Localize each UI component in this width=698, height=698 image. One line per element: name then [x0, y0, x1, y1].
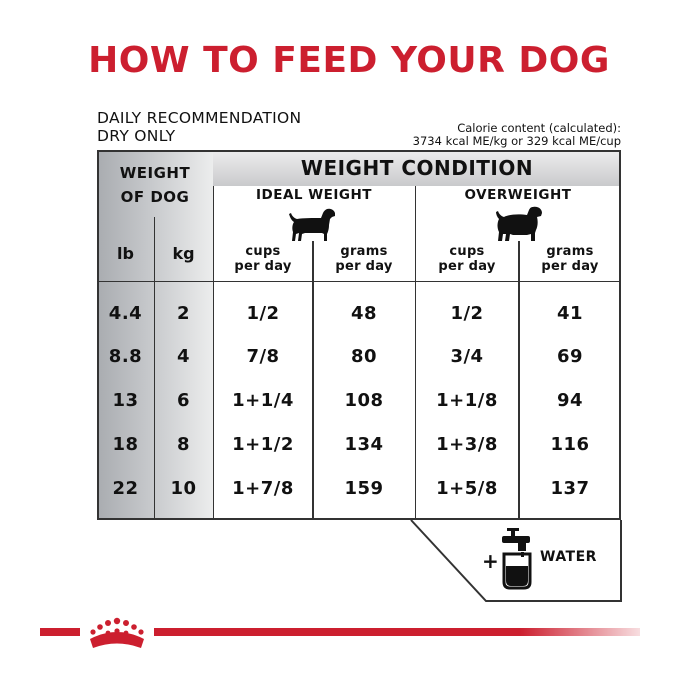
- row-1-ideal-grams: 48: [350, 303, 378, 324]
- weight-of-dog-line2: OF DOG: [120, 188, 190, 206]
- recommendation-title: DAILY RECOMMENDATION: [97, 109, 302, 127]
- row-5-kg: 10: [170, 478, 197, 499]
- feeding-table: [97, 150, 621, 520]
- calorie-label: Calorie content (calculated):: [457, 121, 621, 135]
- row-1-lb: 4.4: [108, 303, 143, 324]
- water-plus: +: [482, 549, 499, 573]
- lb-header: lb: [117, 244, 134, 263]
- row-2-lb: 8.8: [108, 346, 143, 367]
- water-label: WATER: [540, 549, 597, 565]
- row-2-ideal-cups: 7/8: [246, 346, 280, 367]
- table-border-top: [97, 150, 621, 152]
- row-4-over-grams: 116: [550, 434, 590, 455]
- row-1-kg: 2: [176, 303, 191, 324]
- page-title: HOW TO FEED YOUR DOG: [88, 40, 610, 81]
- row-3-ideal-grams: 108: [344, 390, 384, 411]
- header-divider: [97, 281, 621, 282]
- row-3-over-cups: 1+1/8: [436, 390, 498, 411]
- weight-of-dog-line1: WEIGHT: [119, 164, 191, 182]
- dog-ideal-icon: [289, 207, 337, 243]
- row-4-ideal-grams: 134: [344, 434, 384, 455]
- row-5-ideal-grams: 159: [344, 478, 384, 499]
- row-3-kg: 6: [176, 390, 191, 411]
- recommendation-subtitle: DRY ONLY: [97, 127, 176, 145]
- kg-header: kg: [172, 244, 195, 263]
- row-1-ideal-cups: 1/2: [246, 303, 280, 324]
- row-2-over-grams: 69: [556, 346, 584, 367]
- row-4-kg: 8: [176, 434, 191, 455]
- dog-overweight-icon: [496, 205, 544, 243]
- row-5-lb: 22: [112, 478, 139, 499]
- row-5-over-cups: 1+5/8: [436, 478, 498, 499]
- row-1-over-grams: 41: [556, 303, 584, 324]
- ideal-weight-header: IDEAL WEIGHT: [256, 187, 372, 203]
- row-2-kg: 4: [176, 346, 191, 367]
- row-1-over-cups: 1/2: [450, 303, 484, 324]
- overweight-header: OVERWEIGHT: [464, 187, 572, 203]
- row-3-ideal-cups: 1+1/4: [232, 390, 294, 411]
- row-5-over-grams: 137: [550, 478, 590, 499]
- over-grams-header: grams per day: [541, 244, 599, 274]
- row-4-over-cups: 1+3/8: [436, 434, 498, 455]
- ideal-grams-header: grams per day: [335, 244, 393, 274]
- water-tap-icon: [498, 526, 536, 590]
- row-2-over-cups: 3/4: [450, 346, 484, 367]
- over-cups-header: cups per day: [438, 244, 496, 274]
- row-3-over-grams: 94: [556, 390, 584, 411]
- ideal-cups-header: cups per day: [234, 244, 292, 274]
- row-2-ideal-grams: 80: [350, 346, 378, 367]
- row-3-lb: 13: [112, 390, 139, 411]
- calorie-value: 3734 kcal ME/kg or 329 kcal ME/cup: [412, 134, 621, 148]
- table-border-right: [619, 150, 621, 520]
- royal-canin-crown-logo: [84, 615, 150, 651]
- row-4-lb: 18: [112, 434, 139, 455]
- weight-condition-header: WEIGHT CONDITION: [300, 156, 534, 180]
- row-5-ideal-cups: 1+7/8: [232, 478, 294, 499]
- row-4-ideal-cups: 1+1/2: [232, 434, 294, 455]
